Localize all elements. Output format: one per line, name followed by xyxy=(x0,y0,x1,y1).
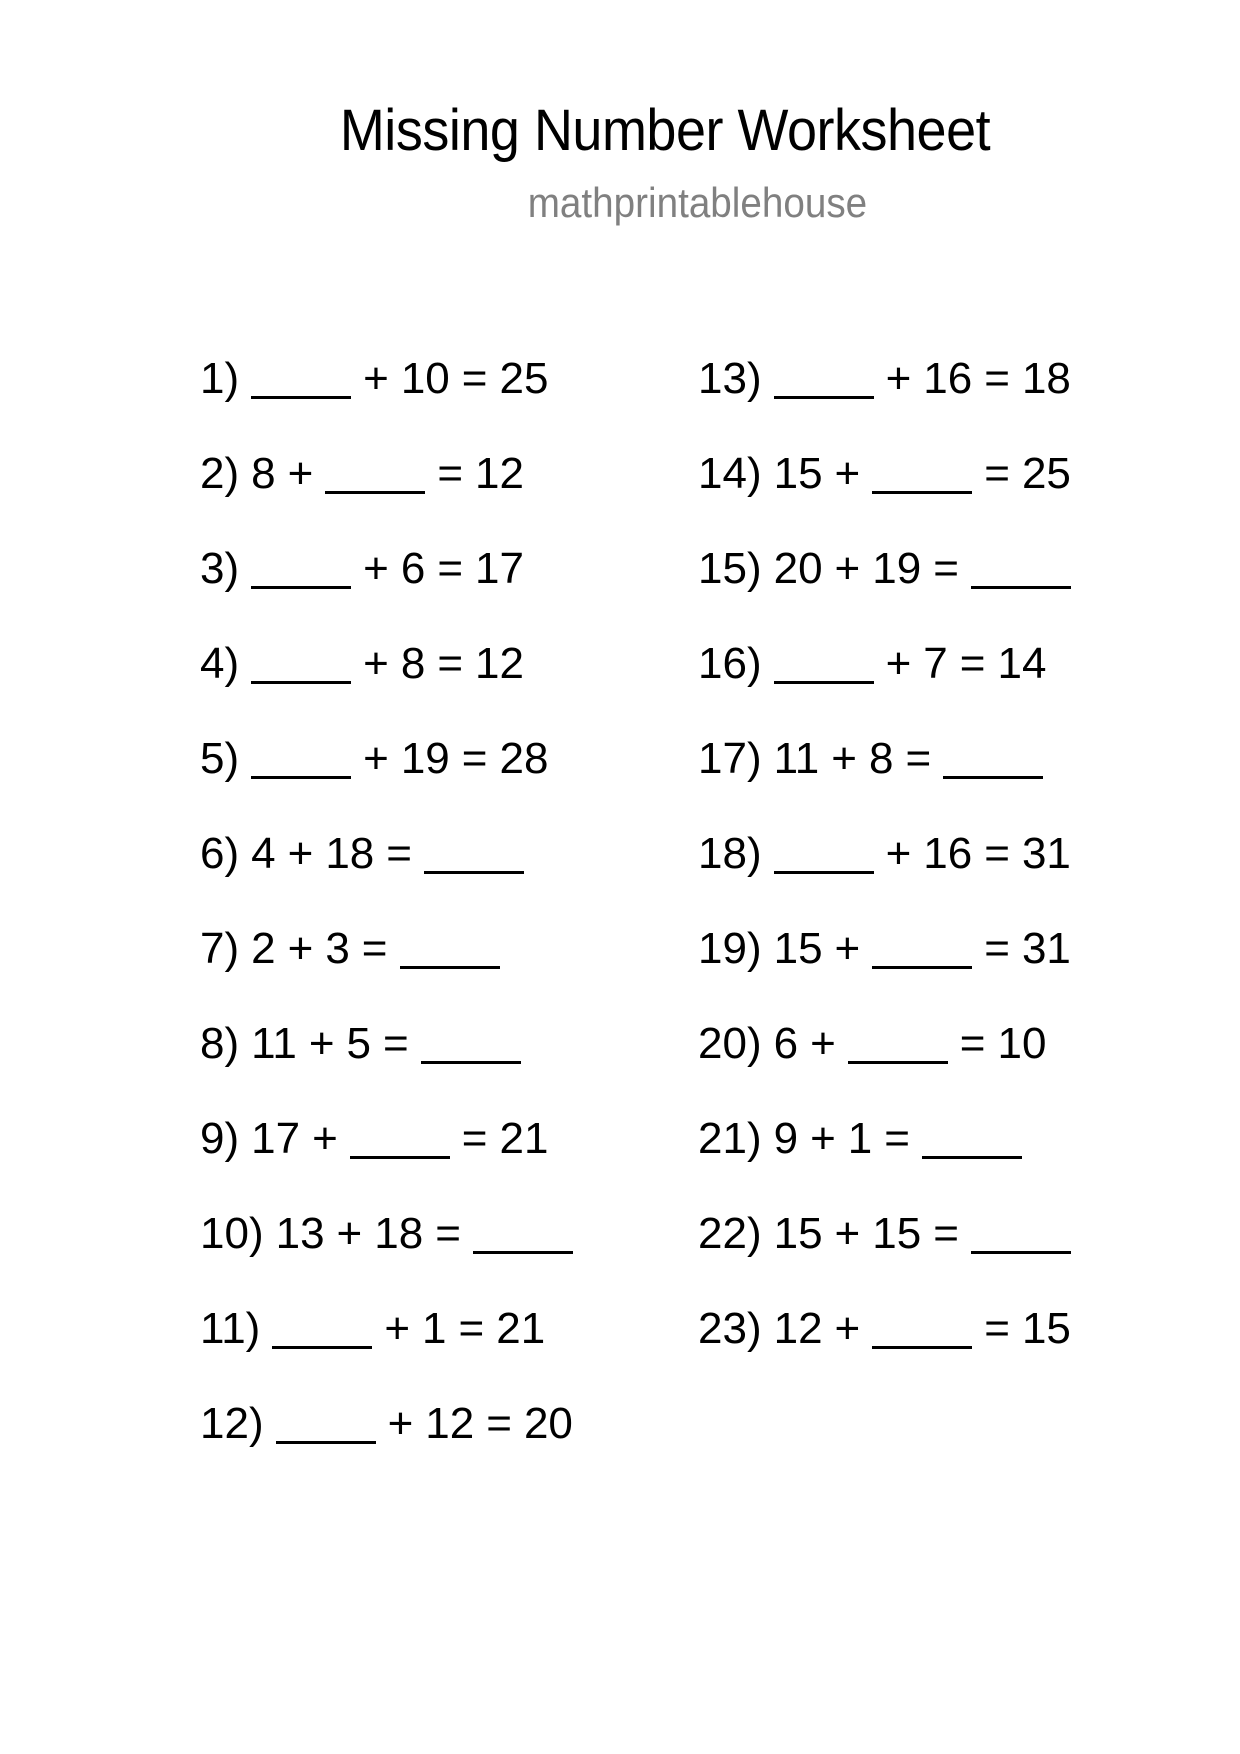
equals-sign: = xyxy=(361,924,388,973)
equals-sign: = xyxy=(933,1209,959,1258)
problem-row xyxy=(698,445,1083,540)
operator: + xyxy=(834,1304,861,1353)
operator: + xyxy=(312,1114,338,1163)
result: 20 xyxy=(523,1399,573,1448)
result: 28 xyxy=(499,734,549,783)
result: 14 xyxy=(997,639,1047,688)
operand-b: 18 xyxy=(325,829,375,878)
problem-number: 12) xyxy=(200,1399,264,1448)
problem-row xyxy=(698,730,1083,825)
operand-a: 9 xyxy=(773,1114,799,1163)
operator: + xyxy=(834,924,861,973)
answer-blank[interactable] xyxy=(276,1401,376,1444)
result: 25 xyxy=(1021,449,1071,498)
answer-blank[interactable] xyxy=(971,1211,1071,1254)
problem-row xyxy=(200,825,585,920)
problem-number: 7) xyxy=(200,924,240,973)
answer-blank[interactable] xyxy=(473,1211,573,1254)
operator: + xyxy=(831,734,857,783)
operand-b: 8 xyxy=(868,734,894,783)
equals-sign: = xyxy=(386,829,412,878)
operand-a: 12 xyxy=(773,1304,823,1353)
equals-sign: = xyxy=(383,1019,409,1068)
problem-row xyxy=(200,635,585,730)
problem-number: 8) xyxy=(200,1019,240,1068)
problem-row xyxy=(200,350,585,445)
equals-sign: = xyxy=(905,734,932,783)
equals-sign: = xyxy=(437,639,464,688)
problem-number: 6) xyxy=(200,829,240,878)
operand-a: 15 xyxy=(773,924,823,973)
operator: + xyxy=(885,639,912,688)
answer-blank[interactable] xyxy=(872,451,972,494)
equals-sign: = xyxy=(486,1399,512,1448)
answer-blank[interactable] xyxy=(774,831,874,874)
problems-column-right xyxy=(698,350,1083,1395)
problem-row xyxy=(698,1205,1083,1300)
operand-b: 3 xyxy=(325,924,350,973)
result: 12 xyxy=(475,449,524,498)
result: 12 xyxy=(475,639,524,688)
answer-blank[interactable] xyxy=(251,546,351,589)
answer-blank[interactable] xyxy=(971,546,1071,589)
operand-b: 7 xyxy=(923,639,948,688)
operand-b: 18 xyxy=(374,1209,424,1258)
operator: + xyxy=(287,829,314,878)
equals-sign: = xyxy=(461,1114,488,1163)
operator: + xyxy=(363,639,389,688)
equals-sign: = xyxy=(959,639,986,688)
result: 25 xyxy=(499,354,549,403)
operator: + xyxy=(363,734,389,783)
problem-number: 23) xyxy=(698,1304,762,1353)
problem-number: 17) xyxy=(698,734,762,783)
answer-blank[interactable] xyxy=(774,356,874,399)
answer-blank[interactable] xyxy=(774,641,874,684)
answer-blank[interactable] xyxy=(350,1116,450,1159)
problem-number: 16) xyxy=(698,639,762,688)
result: 17 xyxy=(475,544,524,593)
answer-blank[interactable] xyxy=(251,736,351,779)
problem-row xyxy=(698,920,1083,1015)
problem-row xyxy=(200,1015,585,1110)
equals-sign: = xyxy=(984,449,1010,498)
answer-blank[interactable] xyxy=(421,1021,521,1064)
operator: + xyxy=(387,1399,414,1448)
problem-row xyxy=(698,1015,1083,1110)
answer-blank[interactable] xyxy=(400,926,500,969)
equals-sign: = xyxy=(984,1304,1010,1353)
result: 31 xyxy=(1021,924,1071,973)
result: 10 xyxy=(997,1019,1047,1068)
problem-number: 11) xyxy=(200,1304,261,1353)
operator: + xyxy=(336,1209,363,1258)
problem-row xyxy=(200,540,585,635)
result: 18 xyxy=(1021,354,1071,403)
problem-row xyxy=(698,350,1083,445)
answer-blank[interactable] xyxy=(251,356,351,399)
equals-sign: = xyxy=(884,1114,910,1163)
answer-blank[interactable] xyxy=(848,1021,948,1064)
operand-a: 20 xyxy=(773,544,823,593)
problem-number: 18) xyxy=(698,829,762,878)
operator: + xyxy=(287,924,314,973)
operator: + xyxy=(834,544,861,593)
problem-number: 14) xyxy=(698,449,762,498)
answer-blank[interactable] xyxy=(922,1116,1022,1159)
operator: + xyxy=(810,1019,836,1068)
problem-row xyxy=(200,1110,585,1205)
problem-number: 1) xyxy=(200,354,240,403)
operand-a: 11 xyxy=(251,1019,297,1068)
result: 21 xyxy=(496,1304,546,1353)
page-subtitle: mathprintablehouse xyxy=(527,179,868,226)
operand-a: 6 xyxy=(773,1019,799,1068)
problem-number: 4) xyxy=(200,639,240,688)
operator: + xyxy=(834,1209,861,1258)
operand-a: 15 xyxy=(773,449,823,498)
operand-b: 1 xyxy=(847,1114,873,1163)
equals-sign: = xyxy=(461,734,488,783)
problem-row xyxy=(698,635,1083,730)
operand-b: 10 xyxy=(400,354,450,403)
result: 15 xyxy=(1021,1304,1071,1353)
operator: + xyxy=(308,1019,335,1068)
problem-number: 22) xyxy=(698,1209,762,1258)
operator: + xyxy=(885,829,912,878)
operand-b: 15 xyxy=(872,1209,922,1258)
operand-a: 17 xyxy=(251,1114,301,1163)
operator: + xyxy=(810,1114,836,1163)
problem-number: 21) xyxy=(698,1114,762,1163)
result: 31 xyxy=(1021,829,1071,878)
equals-sign: = xyxy=(458,1304,485,1353)
answer-blank[interactable] xyxy=(943,736,1043,779)
equals-sign: = xyxy=(984,924,1010,973)
operand-b: 1 xyxy=(422,1304,447,1353)
problem-row xyxy=(200,1300,585,1395)
operator: + xyxy=(363,544,389,593)
problem-row xyxy=(698,540,1083,635)
problem-row xyxy=(698,825,1083,920)
problem-row xyxy=(698,1300,1083,1395)
problems-column-left xyxy=(200,350,585,1490)
equals-sign: = xyxy=(984,829,1010,878)
problem-row xyxy=(200,920,585,1015)
problem-number: 3) xyxy=(200,544,240,593)
operand-b: 19 xyxy=(872,544,922,593)
operator: + xyxy=(363,354,389,403)
operand-a: 15 xyxy=(773,1209,823,1258)
operand-a: 2 xyxy=(251,924,276,973)
operand-a: 11 xyxy=(773,734,820,783)
equals-sign: = xyxy=(437,544,464,593)
operand-a: 8 xyxy=(251,449,276,498)
operand-b: 6 xyxy=(400,544,426,593)
equals-sign: = xyxy=(984,354,1010,403)
problem-number: 19) xyxy=(698,924,762,973)
problem-number: 10) xyxy=(200,1209,264,1258)
problem-number: 5) xyxy=(200,734,240,783)
operand-b: 5 xyxy=(346,1019,371,1068)
operand-a: 4 xyxy=(251,829,276,878)
problem-number: 15) xyxy=(698,544,762,593)
operator: + xyxy=(384,1304,411,1353)
problem-row xyxy=(200,1205,585,1300)
operand-b: 19 xyxy=(400,734,450,783)
problem-row xyxy=(698,1110,1083,1205)
result: 21 xyxy=(499,1114,549,1163)
operand-b: 16 xyxy=(923,829,973,878)
equals-sign: = xyxy=(437,449,464,498)
answer-blank[interactable] xyxy=(872,1306,972,1349)
problem-number: 2) xyxy=(200,449,240,498)
page-title: Missing Number Worksheet xyxy=(339,98,991,163)
answer-blank[interactable] xyxy=(424,831,524,874)
problem-number: 13) xyxy=(698,354,762,403)
problem-number: 20) xyxy=(698,1019,762,1068)
answer-blank[interactable] xyxy=(272,1306,372,1349)
problem-number: 9) xyxy=(200,1114,240,1163)
operand-a: 13 xyxy=(275,1209,325,1258)
problem-row xyxy=(200,445,585,540)
equals-sign: = xyxy=(461,354,488,403)
equals-sign: = xyxy=(435,1209,461,1258)
operator: + xyxy=(885,354,912,403)
problem-row xyxy=(200,1395,585,1490)
operand-b: 8 xyxy=(400,639,426,688)
operand-b: 12 xyxy=(425,1399,475,1448)
operand-b: 16 xyxy=(923,354,973,403)
answer-blank[interactable] xyxy=(251,641,351,684)
equals-sign: = xyxy=(959,1019,986,1068)
answer-blank[interactable] xyxy=(325,451,425,494)
operator: + xyxy=(287,449,314,498)
operator: + xyxy=(834,449,861,498)
answer-blank[interactable] xyxy=(872,926,972,969)
problem-row xyxy=(200,730,585,825)
equals-sign: = xyxy=(933,544,959,593)
